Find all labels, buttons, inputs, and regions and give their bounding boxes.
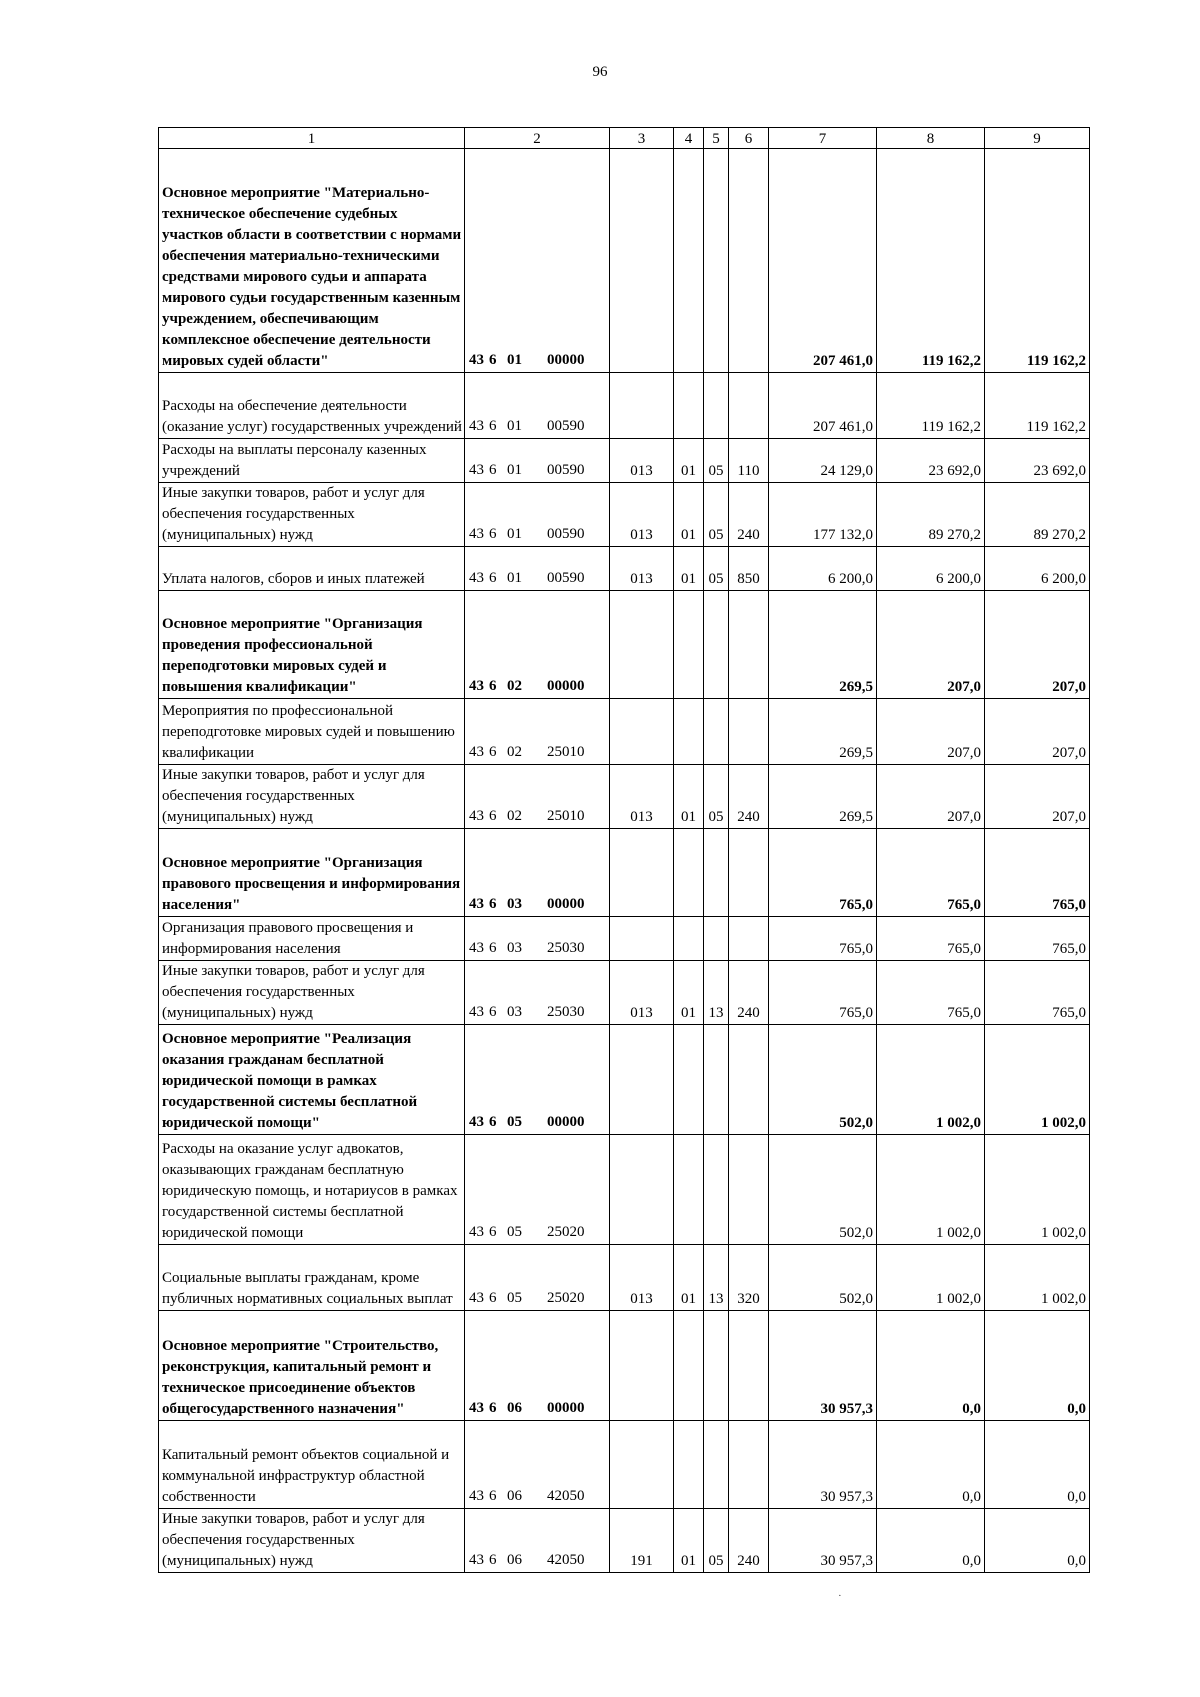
program-code xyxy=(469,416,609,437)
subsection-code-cell xyxy=(704,917,729,961)
program-code-part: 6 xyxy=(489,1290,497,1306)
program-code xyxy=(469,1288,609,1309)
expense-type-cell: 240 xyxy=(729,765,769,829)
row-name-cell: Расходы на оказание услуг адвокатов, оказывающих гражданам бесплатную юридическую помощь, и нотариусов в рамках государственной системы бесплатной юридической помощи xyxy=(159,1135,465,1245)
program-code-part: 6 xyxy=(489,808,497,824)
program-code-part: 43 xyxy=(469,744,484,760)
table-row xyxy=(159,765,1090,829)
program-code-part: 01 xyxy=(507,418,522,434)
table-row xyxy=(159,373,1090,439)
program-code-part: 00590 xyxy=(547,462,585,478)
amount-col7-cell: 502,0 xyxy=(769,1245,877,1311)
program-code-part: 00590 xyxy=(547,570,585,586)
amount-col9-cell: 119 162,2 xyxy=(985,373,1090,439)
main-activity-row xyxy=(159,149,1090,373)
program-code-part: 02 xyxy=(507,678,522,694)
ministry-code-cell xyxy=(610,149,674,373)
main-activity-row xyxy=(159,1025,1090,1135)
section-code-cell xyxy=(674,1025,704,1135)
ministry-code-cell xyxy=(610,1135,674,1245)
amount-col8-cell: 207,0 xyxy=(877,765,985,829)
header-cell: 4 xyxy=(674,128,704,149)
subsection-code-cell xyxy=(704,149,729,373)
program-code-part: 06 xyxy=(507,1552,522,1568)
row-name-cell: Иные закупки товаров, работ и услуг для обеспечения государственных (муниципальных) нужд xyxy=(159,483,465,547)
program-code-part: 6 xyxy=(489,1552,497,1568)
subsection-code-cell xyxy=(704,1025,729,1135)
amount-col9-cell: 765,0 xyxy=(985,917,1090,961)
program-code-part: 6 xyxy=(489,1488,497,1504)
amount-col8-cell: 0,0 xyxy=(877,1311,985,1421)
expense-type-cell xyxy=(729,829,769,917)
ministry-code-cell: 013 xyxy=(610,1245,674,1311)
amount-col9-cell: 765,0 xyxy=(985,829,1090,917)
amount-col7-cell: 30 957,3 xyxy=(769,1509,877,1573)
subsection-code-cell xyxy=(704,1311,729,1421)
amount-col7-cell: 765,0 xyxy=(769,829,877,917)
ministry-code-cell: 013 xyxy=(610,765,674,829)
ministry-code-cell: 013 xyxy=(610,439,674,483)
subsection-code-cell: 05 xyxy=(704,483,729,547)
program-code-part: 6 xyxy=(489,678,497,694)
program-code-part: 43 xyxy=(469,1488,484,1504)
amount-col9-cell: 207,0 xyxy=(985,591,1090,699)
table-row xyxy=(159,1245,1090,1311)
program-code xyxy=(469,460,609,481)
amount-col8-cell: 23 692,0 xyxy=(877,439,985,483)
program-code-cell xyxy=(465,699,610,765)
section-code-cell xyxy=(674,1311,704,1421)
table-row xyxy=(159,1509,1090,1573)
header-cell: 1 xyxy=(159,128,465,149)
program-code-part: 43 xyxy=(469,808,484,824)
amount-col8-cell: 1 002,0 xyxy=(877,1135,985,1245)
row-name-cell: Уплата налогов, сборов и иных платежей xyxy=(159,547,465,591)
header-cell: 2 xyxy=(465,128,610,149)
expense-type-cell xyxy=(729,1421,769,1509)
program-code-part: 00000 xyxy=(547,1400,585,1416)
program-code-part: 00000 xyxy=(547,678,585,694)
amount-col8-cell: 1 002,0 xyxy=(877,1245,985,1311)
ministry-code-cell xyxy=(610,1311,674,1421)
amount-col8-cell: 89 270,2 xyxy=(877,483,985,547)
amount-col7-cell: 502,0 xyxy=(769,1135,877,1245)
page-number: 96 xyxy=(592,64,608,80)
program-code xyxy=(469,350,609,371)
expense-type-cell xyxy=(729,373,769,439)
expense-type-cell: 240 xyxy=(729,483,769,547)
budget-table xyxy=(158,127,1090,1573)
program-code-part: 25020 xyxy=(547,1290,585,1306)
subsection-code-cell xyxy=(704,829,729,917)
subsection-code-cell xyxy=(704,1421,729,1509)
table-header-row xyxy=(159,128,1090,149)
subsection-code-cell: 05 xyxy=(704,439,729,483)
amount-col8-cell: 1 002,0 xyxy=(877,1025,985,1135)
program-code-part: 06 xyxy=(507,1488,522,1504)
section-code-cell: 01 xyxy=(674,765,704,829)
program-code-part: 43 xyxy=(469,526,484,542)
table-row xyxy=(159,917,1090,961)
section-code-cell: 01 xyxy=(674,483,704,547)
amount-col7-cell: 177 132,0 xyxy=(769,483,877,547)
amount-col7-cell: 6 200,0 xyxy=(769,547,877,591)
amount-col8-cell: 207,0 xyxy=(877,699,985,765)
program-code-part: 01 xyxy=(507,570,522,586)
program-code-part: 6 xyxy=(489,896,497,912)
program-code-part: 43 xyxy=(469,462,484,478)
program-code-cell xyxy=(465,765,610,829)
table-row xyxy=(159,961,1090,1025)
row-name-cell: Расходы на выплаты персоналу казенных учреждений xyxy=(159,439,465,483)
program-code xyxy=(469,1486,609,1507)
amount-col9-cell: 1 002,0 xyxy=(985,1025,1090,1135)
expense-type-cell xyxy=(729,1135,769,1245)
program-code-part: 6 xyxy=(489,940,497,956)
program-code-part: 6 xyxy=(489,1224,497,1240)
amount-col9-cell: 0,0 xyxy=(985,1509,1090,1573)
program-code-cell xyxy=(465,1025,610,1135)
amount-col8-cell: 0,0 xyxy=(877,1509,985,1573)
program-code-part: 05 xyxy=(507,1290,522,1306)
program-code xyxy=(469,742,609,763)
header-cell: 7 xyxy=(769,128,877,149)
expense-type-cell xyxy=(729,1311,769,1421)
expense-type-cell xyxy=(729,917,769,961)
program-code xyxy=(469,568,609,589)
program-code-part: 6 xyxy=(489,418,497,434)
row-name-cell: Иные закупки товаров, работ и услуг для обеспечения государственных (муниципальных) нужд xyxy=(159,1509,465,1573)
program-code-cell xyxy=(465,439,610,483)
amount-col9-cell: 207,0 xyxy=(985,765,1090,829)
expense-type-cell: 320 xyxy=(729,1245,769,1311)
program-code-part: 01 xyxy=(507,462,522,478)
amount-col9-cell: 23 692,0 xyxy=(985,439,1090,483)
program-code-part: 6 xyxy=(489,1400,497,1416)
amount-col7-cell: 207 461,0 xyxy=(769,373,877,439)
ministry-code-cell: 013 xyxy=(610,483,674,547)
program-code xyxy=(469,806,609,827)
subsection-code-cell xyxy=(704,1135,729,1245)
row-name-cell: Основное мероприятие "Реализация оказания гражданам бесплатной юридической помощи в рамках государственной системы бесплатной юридической помощи" xyxy=(159,1025,465,1135)
program-code-cell xyxy=(465,373,610,439)
program-code-cell xyxy=(465,547,610,591)
expense-type-cell: 110 xyxy=(729,439,769,483)
expense-type-cell xyxy=(729,591,769,699)
table-row xyxy=(159,483,1090,547)
expense-type-cell xyxy=(729,699,769,765)
program-code-part: 43 xyxy=(469,1290,484,1306)
amount-col9-cell: 89 270,2 xyxy=(985,483,1090,547)
subsection-code-cell: 05 xyxy=(704,765,729,829)
section-code-cell: 01 xyxy=(674,547,704,591)
program-code-part: 00590 xyxy=(547,526,585,542)
section-code-cell xyxy=(674,699,704,765)
program-code-cell xyxy=(465,917,610,961)
ministry-code-cell xyxy=(610,699,674,765)
section-code-cell xyxy=(674,1421,704,1509)
row-name-cell: Иные закупки товаров, работ и услуг для обеспечения государственных (муниципальных) нужд xyxy=(159,765,465,829)
amount-col9-cell: 1 002,0 xyxy=(985,1245,1090,1311)
program-code-part: 00000 xyxy=(547,352,585,368)
amount-col7-cell: 30 957,3 xyxy=(769,1311,877,1421)
header-cell: 8 xyxy=(877,128,985,149)
table-row xyxy=(159,699,1090,765)
program-code xyxy=(469,1222,609,1243)
program-code xyxy=(469,1112,609,1133)
table-row xyxy=(159,439,1090,483)
program-code-part: 00000 xyxy=(547,1114,585,1130)
program-code-part: 25030 xyxy=(547,940,585,956)
program-code-part: 01 xyxy=(507,526,522,542)
ministry-code-cell xyxy=(610,373,674,439)
program-code xyxy=(469,1398,609,1419)
expense-type-cell xyxy=(729,149,769,373)
ministry-code-cell xyxy=(610,917,674,961)
subsection-code-cell xyxy=(704,373,729,439)
amount-col7-cell: 269,5 xyxy=(769,699,877,765)
row-name-cell: Иные закупки товаров, работ и услуг для обеспечения государственных (муниципальных) нужд xyxy=(159,961,465,1025)
program-code-cell xyxy=(465,1509,610,1573)
ministry-code-cell xyxy=(610,1025,674,1135)
program-code-part: 25020 xyxy=(547,1224,585,1240)
row-name-cell: Основное мероприятие "Организация правового просвещения и информирования населения" xyxy=(159,829,465,917)
amount-col7-cell: 765,0 xyxy=(769,961,877,1025)
program-code-part: 6 xyxy=(489,462,497,478)
program-code-part: 43 xyxy=(469,1114,484,1130)
program-code-part: 02 xyxy=(507,808,522,824)
amount-col8-cell: 6 200,0 xyxy=(877,547,985,591)
table-row xyxy=(159,547,1090,591)
section-code-cell xyxy=(674,373,704,439)
program-code-part: 43 xyxy=(469,1400,484,1416)
amount-col9-cell: 0,0 xyxy=(985,1421,1090,1509)
header-cell: 5 xyxy=(704,128,729,149)
program-code-part: 43 xyxy=(469,678,484,694)
expense-type-cell xyxy=(729,1025,769,1135)
section-code-cell xyxy=(674,829,704,917)
program-code xyxy=(469,676,609,697)
program-code-part: 43 xyxy=(469,570,484,586)
program-code-part: 25010 xyxy=(547,744,585,760)
amount-col7-cell: 765,0 xyxy=(769,917,877,961)
row-name-cell: Мероприятия по профессиональной переподготовке мировых судей и повышению квалификации xyxy=(159,699,465,765)
program-code-part: 43 xyxy=(469,896,484,912)
row-name-cell: Основное мероприятие "Организация проведения профессиональной переподготовки мировых судей и повышения квалификации" xyxy=(159,591,465,699)
program-code-part: 00000 xyxy=(547,896,585,912)
section-code-cell: 01 xyxy=(674,1509,704,1573)
program-code xyxy=(469,524,609,545)
program-code-part: 05 xyxy=(507,1224,522,1240)
program-code-part: 43 xyxy=(469,1224,484,1240)
program-code-part: 01 xyxy=(507,352,522,368)
section-code-cell xyxy=(674,1135,704,1245)
expense-type-cell: 240 xyxy=(729,961,769,1025)
program-code-cell xyxy=(465,829,610,917)
program-code-part: 43 xyxy=(469,1004,484,1020)
amount-col9-cell: 207,0 xyxy=(985,699,1090,765)
program-code-part: 43 xyxy=(469,352,484,368)
program-code-part: 6 xyxy=(489,1004,497,1020)
program-code-part: 03 xyxy=(507,896,522,912)
section-code-cell xyxy=(674,149,704,373)
row-name-cell: Капитальный ремонт объектов социальной и коммунальной инфраструктур областной собственности xyxy=(159,1421,465,1509)
program-code-cell xyxy=(465,1245,610,1311)
program-code-part: 6 xyxy=(489,744,497,760)
subsection-code-cell: 05 xyxy=(704,547,729,591)
amount-col9-cell: 0,0 xyxy=(985,1311,1090,1421)
amount-col7-cell: 269,5 xyxy=(769,591,877,699)
amount-col7-cell: 207 461,0 xyxy=(769,149,877,373)
scan-mark: · xyxy=(838,1590,842,1602)
section-code-cell xyxy=(674,917,704,961)
amount-col7-cell: 30 957,3 xyxy=(769,1421,877,1509)
main-activity-row xyxy=(159,591,1090,699)
program-code-part: 43 xyxy=(469,418,484,434)
amount-col8-cell: 119 162,2 xyxy=(877,373,985,439)
program-code-cell xyxy=(465,1421,610,1509)
program-code-cell xyxy=(465,1135,610,1245)
program-code-cell xyxy=(465,961,610,1025)
section-code-cell xyxy=(674,591,704,699)
program-code-cell xyxy=(465,591,610,699)
expense-type-cell: 240 xyxy=(729,1509,769,1573)
main-activity-row xyxy=(159,1311,1090,1421)
amount-col9-cell: 119 162,2 xyxy=(985,149,1090,373)
table-row xyxy=(159,1135,1090,1245)
program-code xyxy=(469,894,609,915)
program-code-part: 03 xyxy=(507,1004,522,1020)
ministry-code-cell xyxy=(610,1421,674,1509)
program-code xyxy=(469,1002,609,1023)
ministry-code-cell: 013 xyxy=(610,547,674,591)
program-code-part: 25010 xyxy=(547,808,585,824)
amount-col8-cell: 765,0 xyxy=(877,829,985,917)
amount-col9-cell: 6 200,0 xyxy=(985,547,1090,591)
subsection-code-cell: 13 xyxy=(704,961,729,1025)
table-row xyxy=(159,1421,1090,1509)
amount-col8-cell: 0,0 xyxy=(877,1421,985,1509)
program-code-cell xyxy=(465,1311,610,1421)
ministry-code-cell xyxy=(610,829,674,917)
program-code-part: 6 xyxy=(489,570,497,586)
amount-col8-cell: 119 162,2 xyxy=(877,149,985,373)
header-cell: 9 xyxy=(985,128,1090,149)
section-code-cell: 01 xyxy=(674,439,704,483)
subsection-code-cell xyxy=(704,699,729,765)
amount-col8-cell: 765,0 xyxy=(877,961,985,1025)
program-code-part: 00590 xyxy=(547,418,585,434)
program-code-part: 42050 xyxy=(547,1552,585,1568)
ministry-code-cell: 191 xyxy=(610,1509,674,1573)
section-code-cell: 01 xyxy=(674,961,704,1025)
expense-type-cell: 850 xyxy=(729,547,769,591)
program-code-part: 05 xyxy=(507,1114,522,1130)
row-name-cell: Основное мероприятие "Строительство, реконструкция, капитальный ремонт и техническое присоединение объектов общегосударственного назначения" xyxy=(159,1311,465,1421)
program-code-part: 6 xyxy=(489,1114,497,1130)
subsection-code-cell: 05 xyxy=(704,1509,729,1573)
program-code-cell xyxy=(465,483,610,547)
program-code-part: 6 xyxy=(489,352,497,368)
amount-col9-cell: 1 002,0 xyxy=(985,1135,1090,1245)
amount-col7-cell: 502,0 xyxy=(769,1025,877,1135)
amount-col9-cell: 765,0 xyxy=(985,961,1090,1025)
program-code-part: 6 xyxy=(489,526,497,542)
ministry-code-cell: 013 xyxy=(610,961,674,1025)
program-code-cell xyxy=(465,149,610,373)
program-code-part: 43 xyxy=(469,1552,484,1568)
row-name-cell: Социальные выплаты гражданам, кроме публичных нормативных социальных выплат xyxy=(159,1245,465,1311)
program-code xyxy=(469,938,609,959)
program-code-part: 42050 xyxy=(547,1488,585,1504)
row-name-cell: Организация правового просвещения и информирования населения xyxy=(159,917,465,961)
main-activity-row xyxy=(159,829,1090,917)
subsection-code-cell: 13 xyxy=(704,1245,729,1311)
row-name-cell: Расходы на обеспечение деятельности (оказание услуг) государственных учреждений xyxy=(159,373,465,439)
header-cell: 3 xyxy=(610,128,674,149)
program-code-part: 43 xyxy=(469,940,484,956)
subsection-code-cell xyxy=(704,591,729,699)
amount-col8-cell: 765,0 xyxy=(877,917,985,961)
program-code-part: 02 xyxy=(507,744,522,760)
section-code-cell: 01 xyxy=(674,1245,704,1311)
ministry-code-cell xyxy=(610,591,674,699)
amount-col8-cell: 207,0 xyxy=(877,591,985,699)
program-code xyxy=(469,1550,609,1571)
program-code-part: 03 xyxy=(507,940,522,956)
row-name-cell: Основное мероприятие "Материально-техническое обеспечение судебных участков области в соответствии с нормами обеспечения материально-техническими средствами мирового судьи и аппарата мирового судьи государственным казенным учреждением, обеспечивающим комплексное обеспечение деятельности мировых судей области" xyxy=(159,149,465,373)
amount-col7-cell: 24 129,0 xyxy=(769,439,877,483)
program-code-part: 25030 xyxy=(547,1004,585,1020)
amount-col7-cell: 269,5 xyxy=(769,765,877,829)
header-cell: 6 xyxy=(729,128,769,149)
program-code-part: 06 xyxy=(507,1400,522,1416)
